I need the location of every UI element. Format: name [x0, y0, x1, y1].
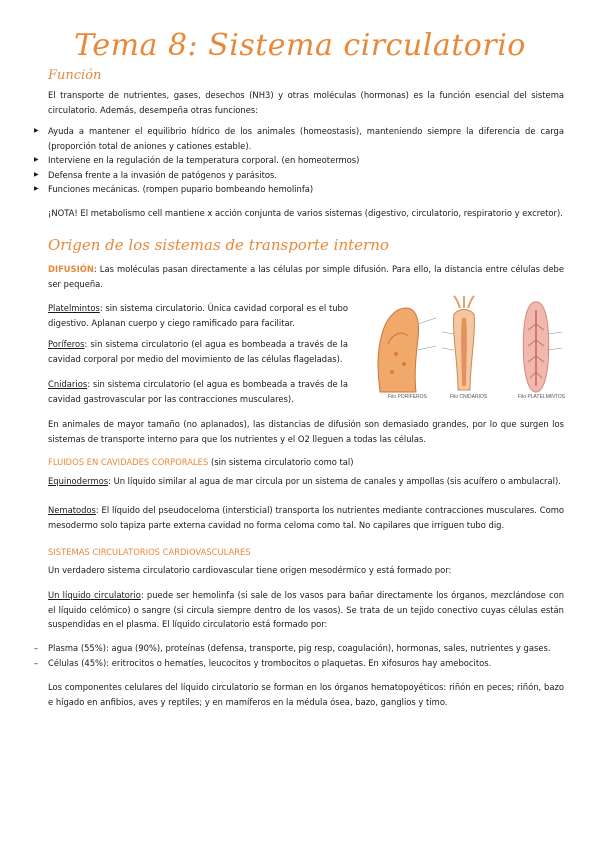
difusion-paragraph	[48, 262, 564, 291]
caption-cnidarios: Filo CNIDARIOS	[450, 394, 488, 400]
porifero-drawing	[378, 308, 436, 392]
liquido-label: Un líquido circulatorio	[48, 590, 141, 600]
platelmintos-label: Platelmintos	[48, 303, 100, 313]
componentes-paragraph: Los componentes celulares del líquido circulatorio se forman en los órganos hematopoyéticos: riñón en peces; riñón, bazo e hígado en anfibios, aves y reptiles; y en mamíferos en la médula ósea, bazo, ganglios y timo.	[48, 682, 564, 707]
section-heading-funcion: Función	[48, 68, 102, 83]
funcion-intro: El transporte de nutrientes, gases, desechos (NH3) y otras moléculas (hormonas) es la función esencial del sistema circulatorio. Además, desempeña otras funciones:	[48, 90, 564, 115]
page-title: Tema 8: Sistema circulatorio	[74, 28, 526, 63]
funcion-list	[34, 124, 564, 197]
caption-poriferos: Filo PORÍFEROS	[388, 394, 427, 400]
poriferos-label: Poríferos	[48, 339, 85, 349]
nematodos-paragraph	[48, 503, 564, 532]
poriferos-text: : sin sistema circulatorio (el agua es bombeada a través de la cavidad corporal por medio del movimiento de las células flageladas).	[48, 339, 348, 364]
nota-text: ¡NOTA! El metabolismo cell mantiene x acción conjunta de varios sistemas (digestivo, circulatorio, respiratorio y excretor).	[48, 208, 563, 218]
anatomy-illustration	[358, 294, 576, 400]
platelmintos-text: : sin sistema circulatorio. Única cavidad corporal es el tubo digestivo. Aplanan cuerpo y ciego ramificado para facilitar.	[48, 303, 348, 328]
liquido-paragraph	[48, 588, 564, 632]
platelminto-drawing	[523, 302, 562, 392]
liquido-components-list	[34, 641, 564, 670]
difusion-label: DIFUSIÓN	[48, 264, 94, 274]
fluidos-heading: FLUIDOS EN CAVIDADES CORPORALES	[48, 457, 209, 467]
cnidarios-label: Cnidarios	[48, 379, 88, 389]
anatomy-figure	[358, 294, 576, 400]
difusion-text: : Las moléculas pasan directamente a las células por simple difusión. Para ello, la distancia entre células debe ser pequeña.	[48, 264, 564, 289]
equinodermos-label: Equinodermos	[48, 476, 109, 486]
list-item: ▶ Ayuda a mantener el equilibrio hídrico de los animales (homeostasis), manteniendo siempre la diferencia de carga (proporción total de aniones y cationes estable).	[34, 124, 564, 153]
sistemas-intro: Un verdadero sistema circulatorio cardiovascular tiene origen mesodérmico y está formado por:	[48, 565, 452, 575]
list-item: ▶ Interviene en la regulación de la temperatura corporal. (en homeotermos)	[34, 153, 564, 168]
fluidos-heading-suffix: (sin sistema circulatorio como tal)	[208, 457, 354, 467]
cnidarios-paragraph	[48, 377, 348, 406]
platelmintos-paragraph	[48, 301, 348, 330]
equinodermos-paragraph	[48, 474, 564, 489]
animales-mayor-paragraph: En animales de mayor tamaño (no aplanados), las distancias de difusión son demasiado grandes, por lo que surgen los sistemas de transporte interno para que los nutrientes y el O2 lleguen a todas las células.	[48, 419, 564, 444]
equinodermos-text: : Un líquido similar al agua de mar circula por un sistema de canales y ampollas (sis acuífero o ambulacral).	[108, 476, 561, 486]
list-item: ▶ Defensa frente a la invasión de patógenos y parásitos.	[34, 168, 564, 183]
poriferos-paragraph	[48, 337, 348, 366]
liquido-text: : puede ser hemolinfa (si sale de los vasos para bañar directamente los órganos, mezclándose con el líquido celómico) o sangre (si circula siempre dentro de los vasos). Se trata de un tejido conectivo cuyas células están suspendidas en el plasma. El líquido circulatorio está formado por:	[48, 590, 564, 629]
nematodos-text: : El líquido del pseudoceloma (intersticial) transporta los nutrientes mediante contracciones musculares. Como mesodermo solo tapiza parte externa cavidad no forma celoma como tal. No capilares que irriguen tubo dig.	[48, 505, 564, 530]
sistemas-heading: SISTEMAS CIRCULATORIOS CARDIOVASCULARES	[48, 547, 251, 557]
list-item: ▶ Funciones mecánicas. (rompen pupario bombeando hemolinfa)	[34, 182, 564, 197]
cnidarios-text: : sin sistema circulatorio (el agua es bombeada a través de la cavidad gastrovascular por las contracciones musculares).	[48, 379, 348, 404]
caption-platelmintos: Filo PLATELMINTOS	[518, 394, 566, 400]
fluidos-heading-line	[48, 455, 564, 470]
list-item: – Células (45%): eritrocitos o hematíes, leucocitos y trombocitos o plaquetas. En xifosuros hay amebocitos.	[34, 656, 564, 671]
cnidario-drawing	[442, 296, 474, 390]
nematodos-label: Nematodos	[48, 505, 96, 515]
list-item: – Plasma (55%): agua (90%), proteínas (defensa, transporte, pig resp, coagulación), hormonas, sales, nutrientes y gases.	[34, 641, 564, 656]
section-heading-origen: Origen de los sistemas de transporte interno	[48, 236, 389, 254]
